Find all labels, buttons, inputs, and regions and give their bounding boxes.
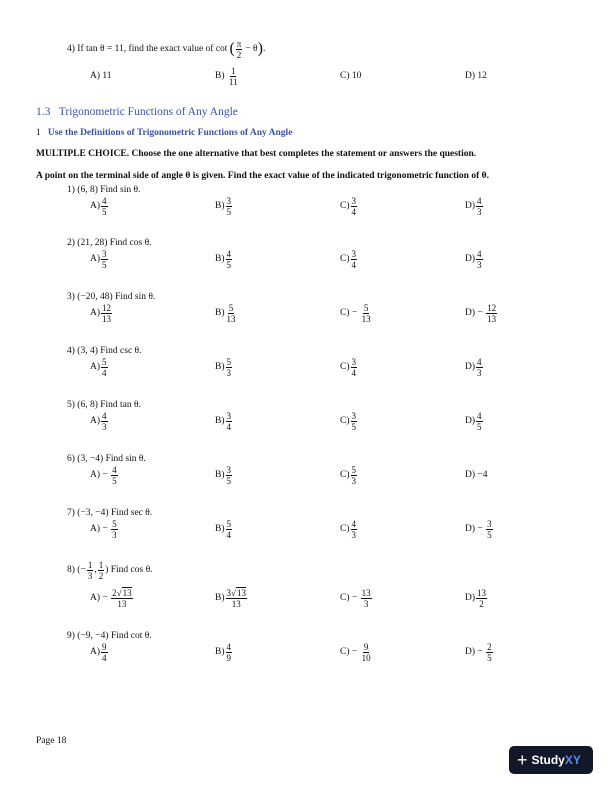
- question-1-option-d: D) $\frac{4}{3}$: [465, 195, 482, 217]
- question-1-stem: 1) (6, 8) Find sin θ.: [67, 185, 141, 195]
- question-8-option-a: A) − $\frac{2√13}{13}$: [90, 587, 132, 609]
- question-4-option-a: A) $\frac{5}{4}$: [90, 356, 107, 378]
- prev-question-4-stem: 4) If tan θ = 11, find the exact value of cot ( $\frac{\pi}{2}$ − θ ) .: [67, 38, 266, 60]
- question-3-option-a: A) $\frac{12}{13}$: [90, 302, 112, 324]
- question-6-option-a: A) − $\frac{4}{5}$: [90, 464, 117, 486]
- pi-over-two: $\frac{\pi}{2}$: [236, 38, 242, 60]
- plus-icon: +: [517, 749, 528, 770]
- question-6-stem: 6) (3, −4) Find sin θ.: [67, 454, 146, 464]
- question-7-option-a: A) − $\frac{5}{3}$: [90, 518, 117, 540]
- question-1-option-c: C) $\frac{3}{4}$: [340, 195, 356, 217]
- question-2-stem: 2) (21, 28) Find cos θ.: [67, 238, 152, 248]
- question-7-option-d: D) − $\frac{3}{5}$: [465, 518, 492, 540]
- directions: A point on the terminal side of angle θ is given. Find the exact value of the indicated trigonometric function of θ.: [36, 171, 489, 181]
- page-number: Page 18: [36, 736, 67, 746]
- question-2-option-b: B) $\frac{4}{5}$: [215, 248, 231, 270]
- question-8-option-d: D) $\frac{13}{2}$: [465, 587, 487, 609]
- prev-q4-option-b: B) $\frac{1}{11}$: [215, 65, 238, 87]
- question-4-option-c: C) $\frac{3}{4}$: [340, 356, 356, 378]
- question-7-option-c: C) $\frac{4}{3}$: [340, 518, 356, 540]
- objective-heading: 1 Use the Definitions of Trigonometric Functions of Any Angle: [36, 128, 293, 138]
- prev-q4-option-d: D) 12: [465, 71, 487, 81]
- question-9-stem: 9) (−9, −4) Find cot θ.: [67, 631, 152, 641]
- instructions: MULTIPLE CHOICE. Choose the one alternative that best completes the statement or answers the question.: [36, 149, 477, 159]
- question-4-stem: 4) (3, 4) Find csc θ.: [67, 346, 142, 356]
- question-7-option-b: B) $\frac{5}{4}$: [215, 518, 231, 540]
- question-5-option-c: C) $\frac{3}{5}$: [340, 410, 356, 432]
- question-2-option-a: A) $\frac{3}{5}$: [90, 248, 107, 270]
- question-5-option-a: A) $\frac{4}{3}$: [90, 410, 107, 432]
- question-3-option-c: C) − $\frac{5}{13}$: [340, 302, 371, 324]
- question-3-stem: 3) (−20, 48) Find sin θ.: [67, 292, 156, 302]
- question-9-option-b: B) $\frac{4}{9}$: [215, 641, 231, 663]
- question-2-option-d: D) $\frac{4}{3}$: [465, 248, 482, 270]
- section-title: 1.3 Trigonometric Functions of Any Angle: [36, 106, 238, 118]
- question-1-option-a: A) $\frac{4}{5}$: [90, 195, 107, 217]
- question-2-option-c: C) $\frac{3}{4}$: [340, 248, 356, 270]
- question-1-option-b: B) $\frac{3}{5}$: [215, 195, 231, 217]
- question-9-option-d: D) − $\frac{2}{5}$: [465, 641, 492, 663]
- studyxy-badge[interactable]: + Study XY: [509, 746, 593, 774]
- question-7-stem: 7) (−3, −4) Find sec θ.: [67, 508, 153, 518]
- question-6-option-b: B) $\frac{3}{5}$: [215, 464, 231, 486]
- question-5-option-b: B) $\frac{3}{4}$: [215, 410, 231, 432]
- question-8-option-b: B) $\frac{3√13}{13}$: [215, 587, 246, 609]
- prev-q4-option-c: C) 10: [340, 71, 362, 81]
- prev-q4-option-a: A) 11: [90, 71, 112, 81]
- question-4-option-b: B) $\frac{5}{3}$: [215, 356, 231, 378]
- question-6-option-d: D) −4: [465, 470, 488, 480]
- question-8-option-c: C) − $\frac{13}{3}$: [340, 587, 371, 609]
- question-4-option-d: D) $\frac{4}{3}$: [465, 356, 482, 378]
- question-5-stem: 5) (6, 8) Find tan θ.: [67, 400, 141, 410]
- question-6-option-c: C) $\frac{5}{3}$: [340, 464, 356, 486]
- question-3-option-b: B) $\frac{5}{13}$: [215, 302, 236, 324]
- question-5-option-d: D) $\frac{4}{5}$: [465, 410, 482, 432]
- question-9-option-c: C) − $\frac{9}{10}$: [340, 641, 371, 663]
- question-9-option-a: A) $\frac{9}{4}$: [90, 641, 107, 663]
- question-3-option-d: D) − $\frac{12}{13}$: [465, 302, 497, 324]
- question-8-stem: 8) (− $\frac{1}{3}$ , $\frac{1}{2}$ ) Find cos θ.: [67, 559, 153, 581]
